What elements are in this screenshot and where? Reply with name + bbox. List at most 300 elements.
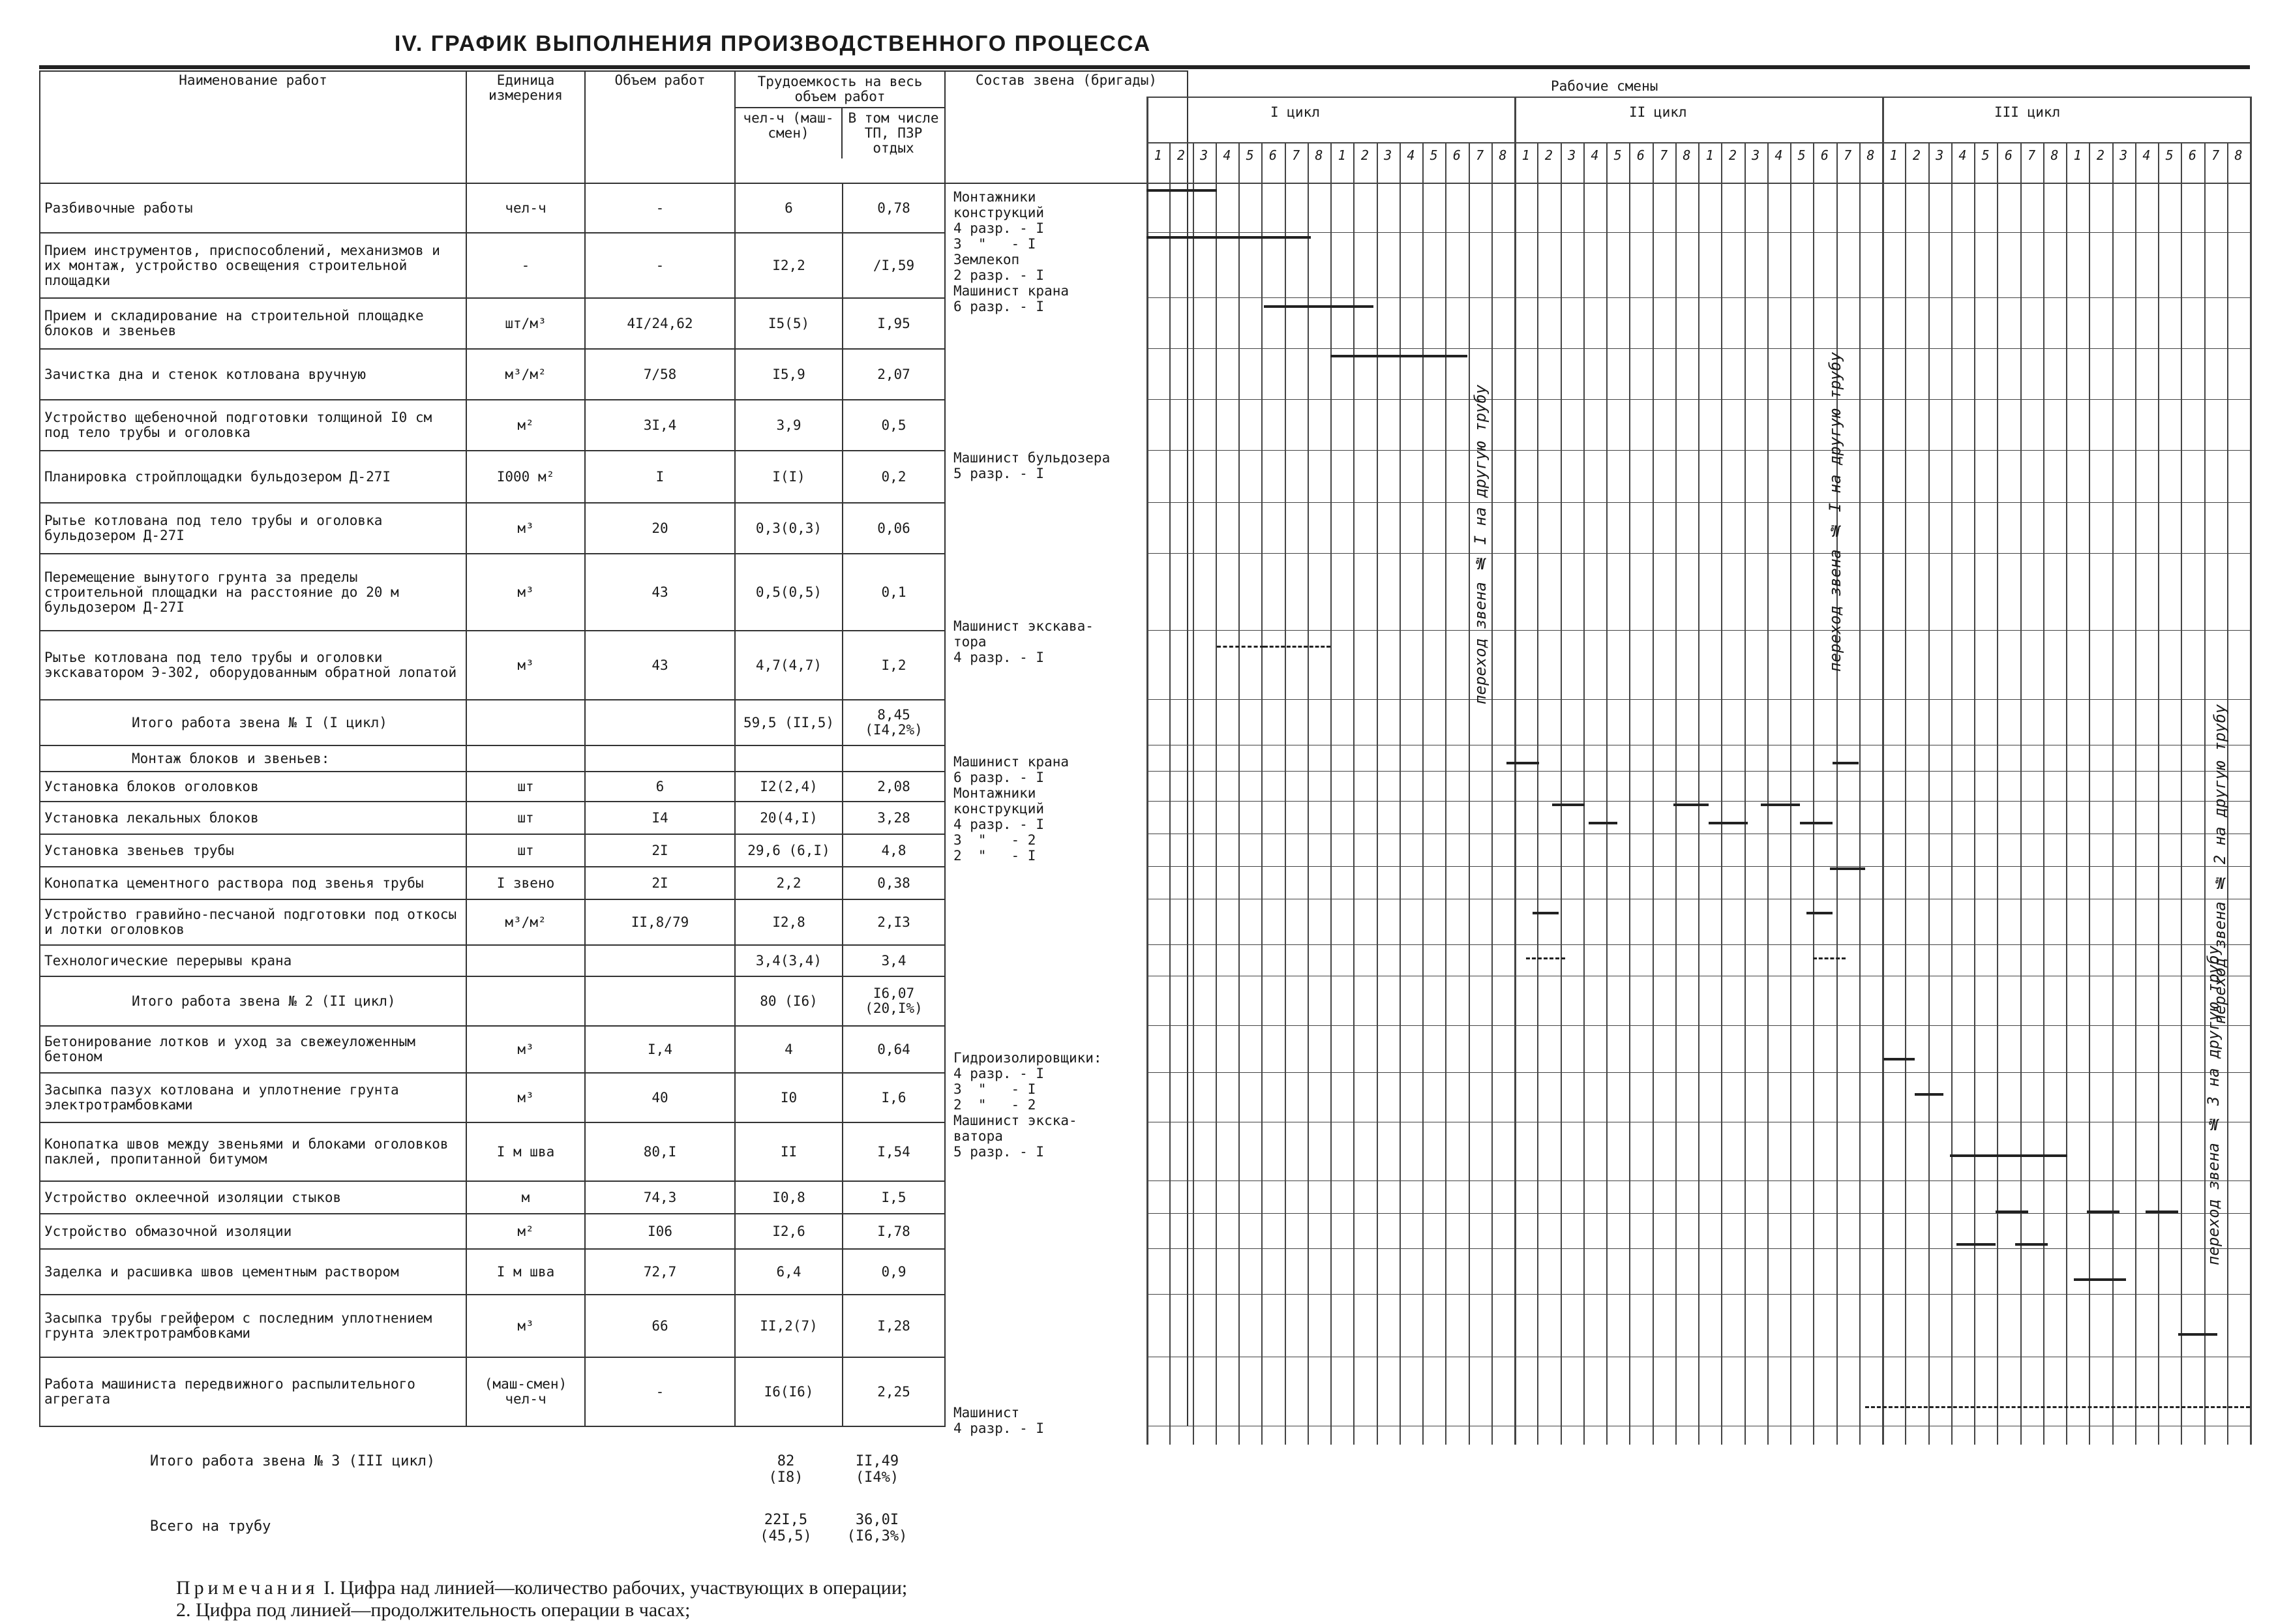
cell-tp: 2,I3 — [843, 899, 945, 945]
cell-name: Зачистка дна и стенок котлована вручную — [40, 349, 466, 400]
crew-2: Машинист бульдозера 5 разр. - I — [953, 450, 1111, 481]
cell-unit: (маш-смен) чел-ч — [466, 1357, 585, 1426]
cell-volume: II,8/79 — [585, 899, 735, 945]
cell-labor: 2,2 — [735, 867, 843, 899]
transfer-note-3: переход звена № 2 на другую трубу — [2211, 704, 2229, 1024]
grid-col-line — [1744, 142, 1746, 1445]
hour-number: 4 — [1591, 147, 1599, 163]
hour-number: 4 — [1223, 147, 1231, 163]
grid-col-line — [1767, 142, 1769, 1445]
schedule-bar — [1915, 1093, 1943, 1096]
grid-col-line — [1561, 142, 1562, 1445]
cell-unit: м³ — [466, 1073, 585, 1122]
schedule-bar — [1800, 822, 1833, 824]
cell-crew — [945, 867, 1188, 899]
cell-unit: м³ — [466, 554, 585, 631]
cell-tp: I,6 — [843, 1073, 945, 1122]
grid-col-line — [1261, 142, 1263, 1445]
cell-name: Засыпка пазух котлована и уплотнение грунта электротрамбовками — [40, 1073, 466, 1122]
cell-unit: шт — [466, 772, 585, 802]
grid-cycle-line — [1146, 97, 2250, 98]
cell-crew — [945, 503, 1188, 554]
cell-unit — [466, 976, 585, 1026]
cell-tp: I,78 — [843, 1214, 945, 1249]
cell-unit: м² — [466, 1214, 585, 1249]
cell-name: Устройство обмазочной изоляции — [40, 1214, 466, 1249]
grid-col-line — [1193, 142, 1194, 1445]
cell-unit: шт/м³ — [466, 298, 585, 349]
cell-name: Установка блоков оголовков — [40, 772, 466, 802]
schedule-bar — [1552, 804, 1585, 806]
grid-col-line — [1583, 142, 1585, 1445]
cell-volume — [585, 945, 735, 976]
work-row — [40, 503, 1188, 554]
grid-col-line — [1169, 142, 1171, 1445]
note-2: 2. Цифра под линией—продолжительность операции в часах; — [176, 1599, 691, 1621]
hour-number: 7 — [1476, 147, 1484, 163]
grid-row-line — [1146, 699, 2250, 700]
cell-volume: 40 — [585, 1073, 735, 1122]
grid-col-line — [1537, 142, 1538, 1445]
crew-1: Монтажники конструкций 4 разр. - I 3 " - I Землекоп 2 разр. - I Машинист крана 6 разр. - I — [953, 189, 1070, 314]
grid-col-line — [1721, 142, 1722, 1445]
hour-number: 5 — [2165, 147, 2174, 163]
cell-crew — [945, 700, 1188, 745]
grid-col-line — [2250, 97, 2252, 1445]
hour-number: 8 — [2050, 147, 2059, 163]
work-row — [40, 400, 1188, 451]
cell-tp: I,54 — [843, 1122, 945, 1181]
grid-col-line — [2181, 142, 2182, 1445]
grid-col-line — [2066, 142, 2067, 1445]
work-row — [40, 1181, 1188, 1214]
cell-unit: м² — [466, 400, 585, 451]
work-row — [40, 945, 1188, 976]
hour-number: 6 — [1268, 147, 1277, 163]
cell-name: Монтаж блоков и звеньев: — [40, 745, 466, 772]
cell-unit — [466, 945, 585, 976]
grid-row-line — [1146, 1248, 2250, 1249]
hour-number: 3 — [2119, 147, 2128, 163]
cell-labor: 3,9 — [735, 400, 843, 451]
cell-volume: I4 — [585, 802, 735, 834]
grid-hour-line — [1146, 142, 2250, 143]
grid-col-line — [1491, 142, 1493, 1445]
grid-col-line — [1653, 142, 1654, 1445]
cell-unit: чел-ч — [466, 183, 585, 233]
cell-unit: I м шва — [466, 1249, 585, 1295]
cell-unit: - — [466, 233, 585, 298]
hour-number: 5 — [1246, 147, 1254, 163]
grid-col-line — [1905, 142, 1906, 1445]
work-row — [40, 1295, 1188, 1357]
cell-volume: - — [585, 183, 735, 233]
header-crew: Состав звена (бригады) — [945, 71, 1188, 183]
work-row — [40, 349, 1188, 400]
hour-number: 3 — [1752, 147, 1760, 163]
cell-name: Технологические перерывы крана — [40, 945, 466, 976]
cell-tp: I,2 — [843, 631, 945, 700]
cell-crew — [945, 976, 1188, 1026]
schedule-bar — [1833, 762, 1859, 764]
cell-labor: I2,8 — [735, 899, 843, 945]
hour-number: 3 — [1568, 147, 1576, 163]
cell-volume: I — [585, 451, 735, 503]
cell-volume — [585, 745, 735, 772]
work-row — [40, 1249, 1188, 1295]
cell-labor: I5,9 — [735, 349, 843, 400]
cell-volume: - — [585, 1357, 735, 1426]
header-name: Наименование работ — [40, 71, 466, 183]
cell-labor: 29,6 (6,I) — [735, 834, 843, 867]
cell-labor: I6(I6) — [735, 1357, 843, 1426]
cell-tp: 0,5 — [843, 400, 945, 451]
cell-unit: шт — [466, 834, 585, 867]
grid-col-line — [1216, 142, 1217, 1445]
hour-number: 4 — [1774, 147, 1783, 163]
cell-volume: 3I,4 — [585, 400, 735, 451]
cell-crew — [945, 899, 1188, 945]
cell-name: Работа машиниста передвижного распылительного агрегата — [40, 1357, 466, 1426]
hour-number: 6 — [1452, 147, 1461, 163]
cell-volume: - — [585, 233, 735, 298]
crew-5: Гидроизолировщики: 4 разр. - I 3 " - I 2 " - 2 Машинист экска- ватора 5 разр. - I — [953, 1050, 1102, 1160]
schedule-bar — [1264, 305, 1373, 308]
schedule-bar — [1830, 867, 1865, 870]
cell-name: Устройство оклеечной изоляции стыков — [40, 1181, 466, 1214]
grid-header-bottom — [1146, 183, 2250, 184]
hour-number: 8 — [1683, 147, 1691, 163]
schedule-bar — [1146, 189, 1217, 192]
cell-volume: 43 — [585, 554, 735, 631]
cell-crew — [945, 400, 1188, 451]
grid-row-line — [1146, 502, 2250, 503]
grid-col-line — [1285, 142, 1286, 1445]
hour-number: 1 — [1889, 147, 1898, 163]
grid-row-line — [1146, 232, 2250, 233]
cell-tp: 0,1 — [843, 554, 945, 631]
cell-volume — [585, 700, 735, 745]
hour-number: 2 — [1912, 147, 1921, 163]
work-row — [40, 867, 1188, 899]
cell-labor: 6,4 — [735, 1249, 843, 1295]
grid-col-line — [2020, 142, 2022, 1445]
cell-name: Заделка и расшивка швов цементным раствором — [40, 1249, 466, 1295]
cycle-1-label: I цикл — [1270, 104, 1320, 120]
schedule-bar — [1865, 1406, 2250, 1408]
cell-unit — [466, 700, 585, 745]
cell-labor: 20(4,I) — [735, 802, 843, 834]
hour-number: 1 — [1338, 147, 1346, 163]
schedule-bar — [1956, 1243, 1996, 1246]
grid-col-line — [1790, 142, 1791, 1445]
cell-labor: 80 (I6) — [735, 976, 843, 1026]
grid-row-line — [1146, 553, 2250, 554]
cell-tp: 0,38 — [843, 867, 945, 899]
cell-tp: 0,64 — [843, 1026, 945, 1073]
hour-number: 2 — [2096, 147, 2104, 163]
cell-tp: 3,28 — [843, 802, 945, 834]
cell-crew — [945, 1295, 1188, 1357]
grid-col-line — [1445, 142, 1446, 1445]
header-labor-total: чел-ч (маш-смен) — [736, 108, 843, 158]
schedule-bar — [2146, 1210, 2178, 1213]
cell-tp: 3,4 — [843, 945, 945, 976]
transfer-note-1: переход звена № I на другую трубу — [1471, 384, 1490, 704]
cell-labor: II,2(7) — [735, 1295, 843, 1357]
schedule-bar — [1533, 912, 1559, 914]
hour-number: 5 — [1613, 147, 1622, 163]
grid-col-line — [2043, 142, 2044, 1445]
grid-row-line — [1146, 399, 2250, 400]
transfer-note-4: переход звена № 3 на другую трубу — [2204, 945, 2223, 1265]
schedule-bar — [1217, 646, 1264, 648]
hour-number: 3 — [1936, 147, 1944, 163]
hour-number: 1 — [2073, 147, 2082, 163]
schedule-bar — [1883, 1058, 1915, 1060]
cell-labor: I0 — [735, 1073, 843, 1122]
cell-unit: м — [466, 1181, 585, 1214]
subtotal-row — [40, 700, 1188, 745]
cell-crew — [945, 1214, 1188, 1249]
hour-number: 5 — [1797, 147, 1806, 163]
cell-name: Прием и складирование на строительной площадке блоков и звеньев — [40, 298, 466, 349]
cell-name: Рытье котлована под тело трубы и оголовка бульдозером Д-27I — [40, 503, 466, 554]
cell-labor: I2(2,4) — [735, 772, 843, 802]
cell-tp: I6,07 (20,I%) — [843, 976, 945, 1026]
cell-labor: 0,3(0,3) — [735, 503, 843, 554]
hour-number: 4 — [1407, 147, 1415, 163]
hour-number: 3 — [1384, 147, 1392, 163]
cycle-2-label: II цикл — [1629, 104, 1687, 120]
grid-row-line — [1146, 348, 2250, 349]
cell-name: Установка звеньев трубы — [40, 834, 466, 867]
cell-volume: 80,I — [585, 1122, 735, 1181]
schedule-bar — [1761, 804, 1800, 806]
cell-labor: II — [735, 1122, 843, 1181]
schedule-bar — [1146, 236, 1217, 239]
schedule-bar — [2015, 1243, 2048, 1246]
cell-labor: I2,2 — [735, 233, 843, 298]
hour-number: 7 — [2211, 147, 2220, 163]
grid-col-line — [1400, 142, 1401, 1445]
hour-number: 4 — [2142, 147, 2151, 163]
grid-col-line — [1974, 142, 1975, 1445]
cell-tp: 0,06 — [843, 503, 945, 554]
schedule-bar — [1330, 355, 1467, 357]
cell-name: Устройство гравийно-песчаной подготовки под откосы и лотки оголовков — [40, 899, 466, 945]
grid-row-line — [1146, 630, 2250, 631]
cell-unit: I м шва — [466, 1122, 585, 1181]
grid-col-line — [1675, 142, 1677, 1445]
cell-labor: 0,5(0,5) — [735, 554, 843, 631]
schedule-bar — [1506, 762, 1539, 764]
work-row — [40, 899, 1188, 945]
title-rule — [39, 65, 2250, 69]
hour-number: 2 — [1728, 147, 1737, 163]
hour-number: 8 — [1866, 147, 1875, 163]
cell-labor: 59,5 (II,5) — [735, 700, 843, 745]
schedule-bar — [1526, 957, 1565, 959]
cell-volume — [585, 976, 735, 1026]
total-row-3-tp: II,49 (I4%) — [855, 1453, 899, 1486]
hour-number: 1 — [1154, 147, 1162, 163]
cell-unit: м³/м² — [466, 349, 585, 400]
schedule-bar — [1813, 957, 1846, 959]
cell-volume: 66 — [585, 1295, 735, 1357]
grid-col-line — [2089, 142, 2090, 1445]
cell-volume: 2I — [585, 834, 735, 867]
grid-col-line — [1836, 142, 1838, 1445]
grid-col-line — [1330, 142, 1332, 1445]
cell-unit: шт — [466, 802, 585, 834]
grid-row-line — [1146, 450, 2250, 451]
hour-number: 1 — [1521, 147, 1530, 163]
grid-row-line — [1146, 1025, 2250, 1026]
grid-col-line — [1859, 142, 1861, 1445]
grid-row-line — [1146, 801, 2250, 802]
cell-labor: I0,8 — [735, 1181, 843, 1214]
cell-volume: I06 — [585, 1214, 735, 1249]
cell-tp: 0,9 — [843, 1249, 945, 1295]
hour-number: 8 — [1499, 147, 1507, 163]
cell-unit — [466, 745, 585, 772]
cell-name: Устройство щебеночной подготовки толщиной I0 см под тело трубы и оголовка — [40, 400, 466, 451]
grid-col-line — [1606, 142, 1608, 1445]
shifts-label: Рабочие смены — [1551, 78, 1658, 94]
cell-crew — [945, 1249, 1188, 1295]
cell-volume: 74,3 — [585, 1181, 735, 1214]
cell-name: Бетонирование лотков и уход за свежеуложенным бетоном — [40, 1026, 466, 1073]
cell-name: Установка лекальных блоков — [40, 802, 466, 834]
cell-tp — [843, 745, 945, 772]
cell-tp: 0,78 — [843, 183, 945, 233]
transfer-note-2: переход звена № I на другую трубу — [1826, 352, 1844, 672]
header-volume: Объем работ — [585, 71, 735, 183]
grid-col-line — [1238, 142, 1240, 1445]
cell-tp: I,95 — [843, 298, 945, 349]
schedule-bar — [2074, 1278, 2126, 1281]
cell-tp: 2,25 — [843, 1357, 945, 1426]
schedule-bar — [1264, 236, 1311, 239]
cell-name: Планировка стройплощадки бульдозером Д-27I — [40, 451, 466, 503]
header-labor-title: Трудоемкость на весь объем работ — [736, 72, 944, 108]
schedule-bar — [1950, 1154, 2067, 1157]
grand-total-labor: 22I,5 (45,5) — [760, 1512, 812, 1544]
grid-row-line — [1146, 1213, 2250, 1214]
cell-name: Конопатка цементного раствора под звенья трубы — [40, 867, 466, 899]
grid-col-line — [1698, 142, 1700, 1445]
cell-volume: 72,7 — [585, 1249, 735, 1295]
grid-col-line — [1422, 142, 1424, 1445]
grid-row-line — [1146, 866, 2250, 867]
cell-unit: I000 м² — [466, 451, 585, 503]
hour-number: 8 — [2234, 147, 2243, 163]
schedule-bar — [1673, 804, 1709, 806]
crew-3: Машинист экскава- тора 4 разр. - I — [953, 618, 1094, 665]
cell-volume: I,4 — [585, 1026, 735, 1073]
header-labor — [735, 71, 945, 183]
cell-labor: 3,4(3,4) — [735, 945, 843, 976]
page-title: IV. ГРАФИК ВЫПОЛНЕНИЯ ПРОИЗВОДСТВЕННОГО ПРОЦЕССА — [394, 31, 1152, 56]
notes — [176, 1577, 907, 1621]
cell-name: Итого работа звена № I (I цикл) — [40, 700, 466, 745]
header-labor-tp: В том числе ТП, ПЗР отдых — [848, 110, 939, 156]
cell-volume: 2I — [585, 867, 735, 899]
cell-labor: I5(5) — [735, 298, 843, 349]
notes-label: Примечания — [176, 1577, 319, 1599]
cell-volume: 43 — [585, 631, 735, 700]
grid-col-line — [2135, 142, 2136, 1445]
cell-name: Итого работа звена № 2 (II цикл) — [40, 976, 466, 1026]
grid-col-line — [1928, 142, 1930, 1445]
cell-name: Разбивочные работы — [40, 183, 466, 233]
grid-col-line — [1951, 142, 1953, 1445]
cell-crew — [945, 1181, 1188, 1214]
schedule-bar — [1996, 1210, 2028, 1213]
cell-tp: 0,2 — [843, 451, 945, 503]
cycle-3-label: III цикл — [1994, 104, 2061, 120]
grid-col-line — [1353, 142, 1355, 1445]
cell-unit: м³ — [466, 503, 585, 554]
hour-number: 6 — [2004, 147, 2013, 163]
schedule-bar — [1806, 912, 1833, 914]
grand-total-tp: 36,0I (I6,3%) — [846, 1512, 908, 1544]
hour-number: 5 — [1981, 147, 1990, 163]
cell-tp: I,5 — [843, 1181, 945, 1214]
hour-number: 6 — [1636, 147, 1645, 163]
hour-number: 8 — [1315, 147, 1323, 163]
cell-volume: 6 — [585, 772, 735, 802]
crew-4: Машинист крана 6 разр. - I Монтажники конструкций 4 разр. - I 3 " - 2 2 " - I — [953, 754, 1070, 864]
cell-tp: /I,59 — [843, 233, 945, 298]
hour-number: 2 — [1176, 147, 1185, 163]
schedule-bar — [2087, 1210, 2119, 1213]
grid-col-line — [2112, 142, 2114, 1445]
cell-labor: I(I) — [735, 451, 843, 503]
cell-tp: 8,45 (I4,2%) — [843, 700, 945, 745]
cell-tp: I,28 — [843, 1295, 945, 1357]
grid-col-line — [1377, 142, 1378, 1445]
cell-labor: 4 — [735, 1026, 843, 1073]
note-1: I. Цифра над линией—количество рабочих, участвующих в операции; — [323, 1577, 908, 1599]
grid-row-line — [1146, 1294, 2250, 1295]
cell-unit: I звено — [466, 867, 585, 899]
cell-crew — [945, 945, 1188, 976]
cell-labor: 4,7(4,7) — [735, 631, 843, 700]
cell-unit: м³ — [466, 1026, 585, 1073]
schedule-bar — [1589, 822, 1617, 824]
hour-number: 2 — [1544, 147, 1553, 163]
cell-tp: 2,08 — [843, 772, 945, 802]
grid-row-line — [1146, 297, 2250, 298]
grid-col-line — [1997, 142, 1998, 1445]
cell-name: Прием инструментов, приспособлений, механизмов и их монтаж, устройство освещения строительной площадки — [40, 233, 466, 298]
hour-number: 5 — [1430, 147, 1438, 163]
cell-volume: 20 — [585, 503, 735, 554]
cell-tp: 2,07 — [843, 349, 945, 400]
hour-number: 7 — [1844, 147, 1852, 163]
grid-row-line — [1146, 771, 2250, 772]
schedule-bar — [2178, 1333, 2217, 1336]
hour-number: 7 — [2028, 147, 2036, 163]
total-row-3-labor: 82 (I8) — [768, 1453, 803, 1486]
subtotal-row — [40, 976, 1188, 1026]
cell-tp: 4,8 — [843, 834, 945, 867]
hour-number: 6 — [1820, 147, 1829, 163]
cell-labor: I2,6 — [735, 1214, 843, 1249]
schedule-bar — [1709, 822, 1748, 824]
